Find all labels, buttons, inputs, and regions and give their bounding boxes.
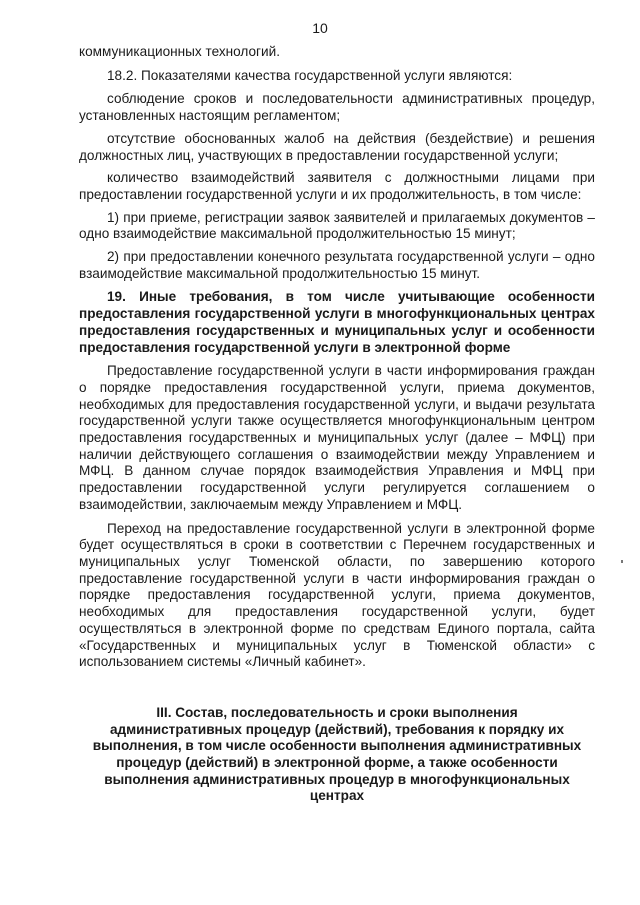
document-body: [79, 44, 595, 805]
paragraph-interaction-1: 1) при приеме, регистрации заявок заявителей и прилагаемых документов – одно взаимодействие максимальной продолжительностью 15 минут;: [79, 209, 595, 242]
paragraph-continuation: коммуникационных технологий.: [79, 44, 280, 59]
section-19-paragraph-mfc: Предоставление государственной услуги в части информирования граждан о порядке предоставления государственной услуги, приема документов, необходимых для предоставления государственной услуги, и выдачи результата государственной услуги также осуществляется многофункциональным центром предоставления государственных и муниципальных услуг (далее – МФЦ) при наличии действующего соглашения о взаимодействии между Управлением и МФЦ. В данном случае порядок взаимодействия Управления и МФЦ при предоставлении государственной услуги регулируется соглашением о взаимодействии, заключаемым между Управлением и МФЦ.: [79, 363, 595, 512]
page-number: 10: [312, 20, 328, 36]
section-19-heading: 19. Иные требования, в том числе учитывающие особенности предоставления государственной услуги в многофункциональных центрах предоставления государственных и муниципальных услуг и особенности предоставления государственной услуги в электронной форме: [79, 289, 595, 355]
paragraph-interaction-2: 2) при предоставлении конечного результата государственной услуги – одно взаимодействие максимальной продолжительностью 15 минут.: [79, 249, 595, 281]
paragraph-18-2: 18.2. Показателями качества государственной услуги являются:: [107, 67, 513, 83]
paragraph-quality-complaints: отсутствие обоснованных жалоб на действия (бездействие) и решения должностных лиц, участвующих в предоставлении государственной услуги;: [79, 130, 595, 163]
paragraph-quality-interactions: количество взаимодействий заявителя с должностными лицами при предоставлении государственной услуги и их продолжительность, в том числе:: [79, 170, 595, 202]
scan-artifact: [621, 560, 623, 563]
paragraph-quality-deadlines: соблюдение сроков и последовательности административных процедур, установленных настоящим регламентом;: [79, 91, 595, 124]
chapter-3-heading: III. Состав, последовательность и сроки выполнения административных процедур (действий), требования к порядку их выполнения, в том числе особенности выполнения административных процедур (действий) в электронной форме, а также особенности выполнения административных процедур в многофункциональных центрах: [92, 704, 582, 804]
section-19-paragraph-electronic: Переход на предоставление государственной услуги в электронной форме будет осуществляться в сроки в соответствии с Перечнем государственных и муниципальных услуг Тюменской области, по завершению которого предоставление государственной услуги в части информирования граждан о порядке предоставления государственной услуги, приема документов, необходимых для предоставления государственной услуги, будет осуществляться в электронной форме по средствам Единого портала, сайта «Государственных и муниципальных услуг в Тюменской области» с использованием системы «Личный кабинет».: [79, 520, 595, 670]
